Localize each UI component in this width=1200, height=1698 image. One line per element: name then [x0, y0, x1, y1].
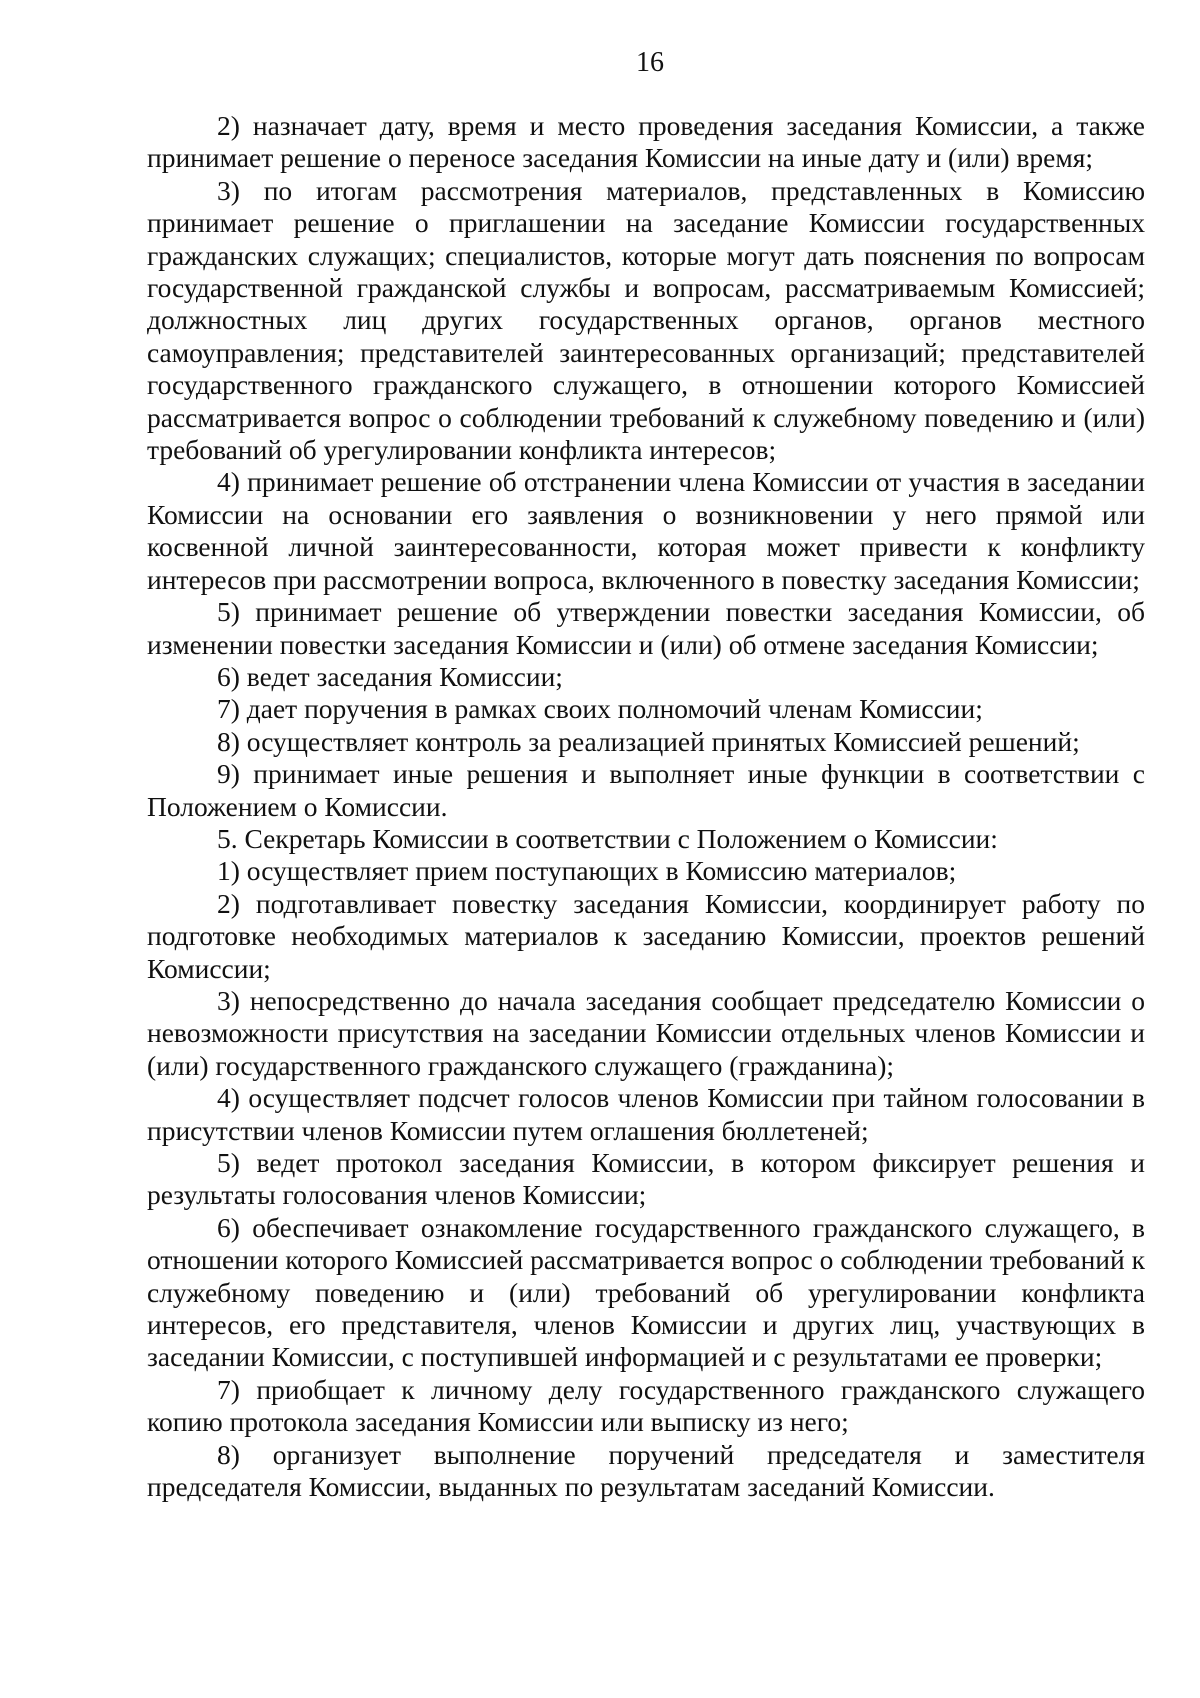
paragraph: 4) осуществляет подсчет голосов членов Комиссии при тайном голосовании в присутствии членов Комиссии путем оглашения бюллетеней;	[147, 1082, 1145, 1146]
paragraph: 4) принимает решение об отстранении члена Комиссии от участия в заседании Комиссии на основании его заявления о возникновении у него прямой или косвенной личной заинтересованности, которая может привести к конфликту интересов при рассмотрении вопроса, включенного в повестку заседания Комиссии;	[147, 466, 1145, 595]
paragraph: 1) осуществляет прием поступающих в Комиссию материалов;	[217, 855, 957, 887]
paragraph: 5. Секретарь Комиссии в соответствии с Положением о Комиссии:	[217, 822, 998, 854]
paragraph: 9) принимает иные решения и выполняет иные функции в соответствии с Положением о Комиссии.	[147, 758, 1145, 822]
paragraph: 2) назначает дату, время и место проведения заседания Комиссии, а также принимает решение о переносе заседания Комиссии на иные дату и (или) время;	[147, 110, 1145, 174]
paragraph: 6) обеспечивает ознакомление государственного гражданского служащего, в отношении которого Комиссией рассматривается вопрос о соблюдении требований к служебному поведению и (или) требований об урегулировании конфликта интересов, его представителя, членов Комиссии и других лиц, участвующих в заседании Комиссии, с поступившей информацией и с результатами ее проверки;	[147, 1211, 1145, 1373]
page-number: 16	[636, 47, 664, 78]
paragraph: 5) ведет протокол заседания Комиссии, в котором фиксирует решения и результаты голосования членов Комиссии;	[147, 1147, 1145, 1211]
paragraph: 3) непосредственно до начала заседания сообщает председателю Комиссии о невозможности присутствия на заседании Комиссии отдельных членов Комиссии и (или) государственного гражданского служащего (гражданина);	[147, 984, 1145, 1081]
paragraph: 7) приобщает к личному делу государственного гражданского служащего копию протокола заседания Комиссии или выписку из него;	[147, 1373, 1145, 1438]
paragraph: 5) принимает решение об утверждении повестки заседания Комиссии, об изменении повестки заседания Комиссии и (или) об отмене заседания Комиссии;	[147, 596, 1145, 660]
document-body	[147, 110, 1145, 1503]
paragraph: 6) ведет заседания Комиссии;	[217, 660, 563, 692]
paragraph: 7) дает поручения в рамках своих полномочий членам Комиссии;	[217, 693, 983, 725]
paragraph: 8) организует выполнение поручений председателя и заместителя председателя Комиссии, выданных по результатам заседаний Комиссии.	[147, 1438, 1145, 1503]
paragraph: 8) осуществляет контроль за реализацией принятых Комиссией решений;	[217, 725, 1080, 757]
paragraph: 2) подготавливает повестку заседания Комиссии, координирует работу по подготовке необходимых материалов к заседанию Комиссии, проектов решений Комиссии;	[147, 887, 1145, 984]
paragraph: 3) по итогам рассмотрения материалов, представленных в Комиссию принимает решение о приглашении на заседание Комиссии государственных гражданских служащих; специалистов, которые могут дать пояснения по вопросам государственной гражданской службы и вопросам, рассматриваемым Комиссией; должностных лиц других государственных органов, органов местного самоуправления; представителей заинтересованных организаций; представителей государственного гражданского служащего, в отношении которого Комиссией рассматривается вопрос о соблюдении требований к служебному поведению и (или) требований об урегулировании конфликта интересов;	[147, 174, 1145, 466]
